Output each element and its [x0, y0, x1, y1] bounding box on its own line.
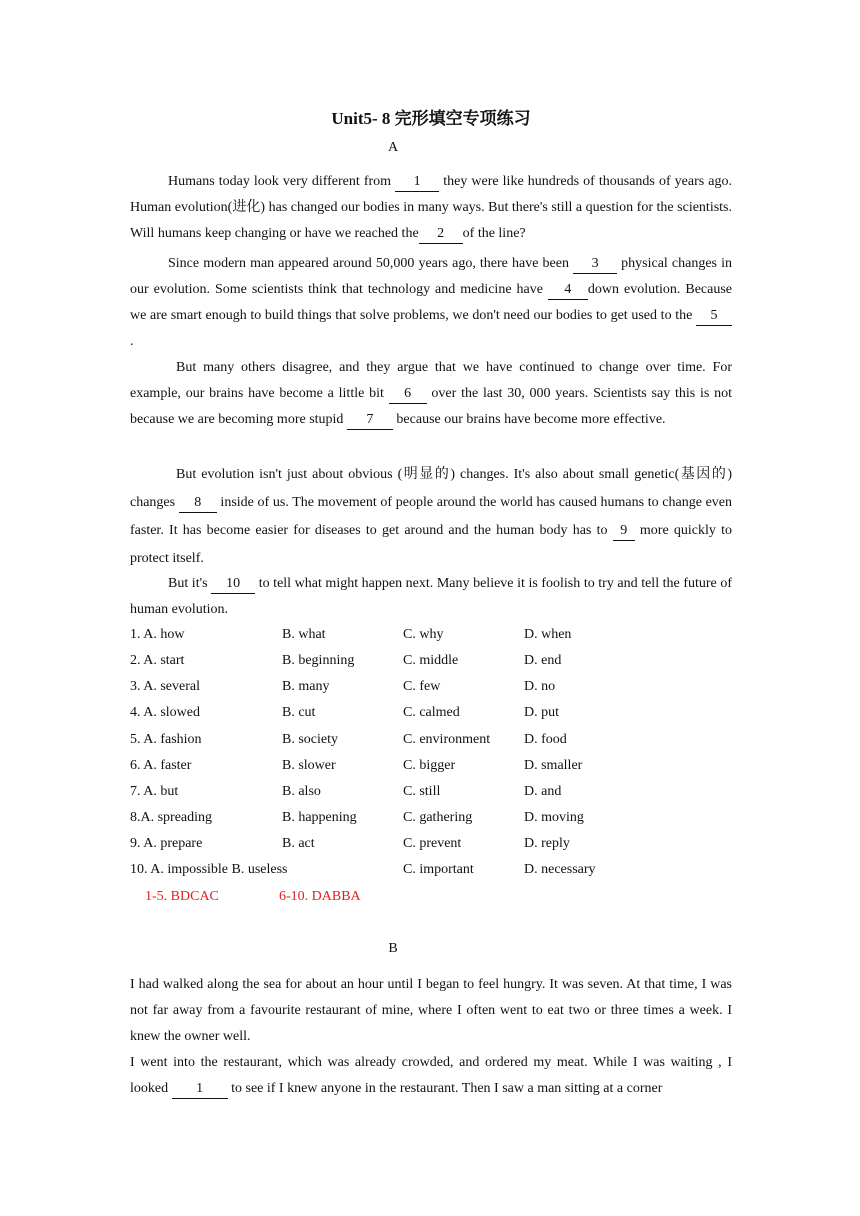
option-row-6: 6. A. faster B. slower C. bigger D. smaller	[130, 758, 583, 773]
option-row-4: 4. A. slowed B. cut C. calmed D. put	[130, 705, 559, 720]
option-row-2: 2. A. start B. beginning C. middle D. end	[130, 653, 562, 668]
paragraph-b2: I went into the restaurant, which was already crowded, and ordered my meat. While I was waiting , I looked 1 to see if I knew anyone in the restaurant. Then I saw a man sitting at a corner	[130, 1050, 732, 1102]
paragraph-a1: Humans today look very different from 1 they were like hundreds of thousands of years ago. Human evolution(进化) has changed our bodies in many ways. But there's still a question for the scientists. Will humans keep changing or have we reached the 2 of the line?	[130, 169, 732, 247]
blank-10: 10	[211, 575, 255, 594]
option-row-5: 5. A. fashion B. society C. environment D. food	[130, 732, 567, 747]
section-a-label: A	[387, 140, 399, 155]
answer-key-6-10: 6-10. DABBA	[279, 889, 361, 904]
blank-9: 9	[613, 522, 635, 541]
option-row-3: 3. A. several B. many C. few D. no	[130, 679, 556, 694]
blank-3: 3	[573, 255, 617, 274]
blank-7: 7	[347, 411, 393, 430]
paragraph-a5: But it's 10 to tell what might happen next. Many believe it is foolish to try and tell the future of human evolution.	[130, 576, 732, 617]
option-row-10: 10. A. impossible B. useless C. important D. necessary	[130, 862, 596, 877]
blank-1: 1	[395, 173, 439, 192]
option-row-7: 7. A. but B. also C. still D. and	[130, 784, 562, 799]
answer-key-1-5: 1-5. BDCAC	[145, 889, 219, 904]
document-title: Unit5- 8 完形填空专项练习	[331, 109, 531, 128]
option-row-1: 1. A. how B. what C. why D. when	[130, 627, 572, 642]
blank-b1: 1	[172, 1080, 228, 1099]
blank-8: 8	[179, 494, 217, 513]
blank-6: 6	[389, 385, 427, 404]
paragraph-a2: Since modern man appeared around 50,000 years ago, there have been 3 physical changes in our evolution. Some scientists think that technology and medicine have 4 down evolution. Because we are smart enough to build things that solve problems, we don't need our bodies to get used to the 5.	[130, 256, 732, 349]
paragraph-b1: I had walked along the sea for about an hour until I began to feel hungry. It was seven. At that time, I was not far away from a favourite restaurant of mine, where I often went to eat two or three times a week. I knew the owner well.	[130, 977, 732, 1044]
option-row-8: 8.A. spreading B. happening C. gathering D. moving	[130, 810, 584, 825]
paragraph-a4: But evolution isn't just about obvious (明显的) changes. It's also about small genetic(基因的) changes 8 inside of us. The movement of people around the world has caused humans to change even faster. It has become easier for diseases to get around and the human body has to 9 more quickly to protect itself.	[130, 467, 733, 566]
section-b-label: B	[388, 941, 398, 956]
blank-2: 2	[419, 225, 463, 244]
blank-5: 5	[696, 307, 732, 326]
option-row-9: 9. A. prepare B. act C. prevent D. reply	[130, 836, 570, 851]
blank-4: 4	[548, 281, 588, 300]
paragraph-a3: But many others disagree, and they argue that we have continued to change over time. For example, our brains have become a little bit 6 over the last 30, 000 years. Scientists say this is not because we are becoming more stupid 7 because our brains have become more effective.	[130, 355, 732, 433]
